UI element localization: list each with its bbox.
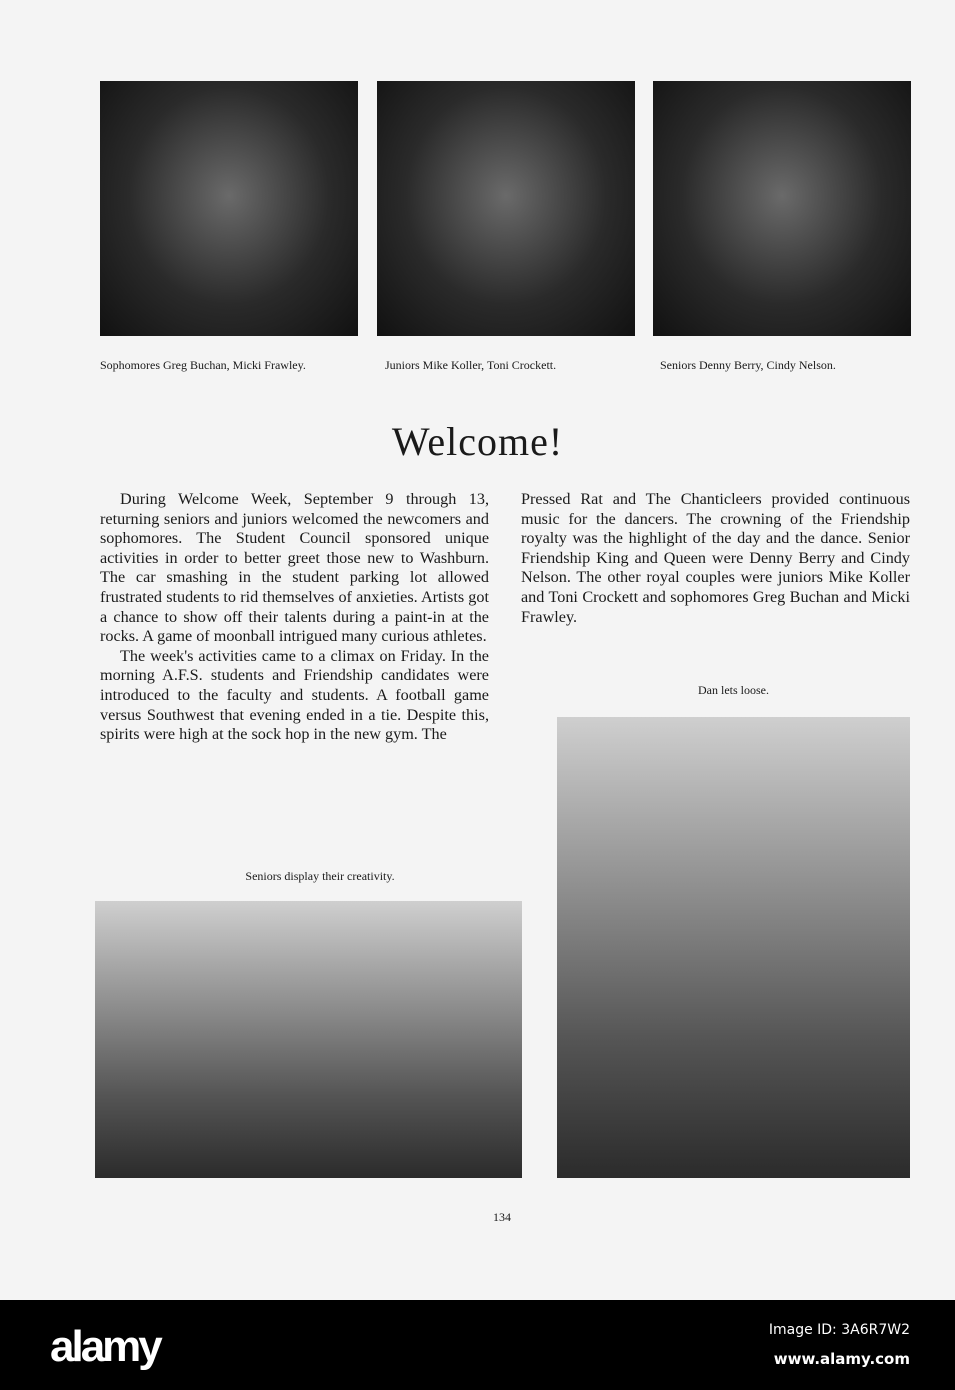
body-paragraph: The week's activities came to a climax on Friday. In the morning A.F.S. students and Friendship candidates were introduced to the faculty and students. A football game versus Southwest that evening ended in a tie. Despite this, spirits were high at the sock hop in the new gym. The bbox=[100, 646, 489, 744]
photo-painted-rock bbox=[95, 901, 522, 1178]
body-paragraph: Pressed Rat and The Chanticleers provided continuous music for the dancers. The crowning of the Friendship royalty was the highlight of the day and the dance. Senior Friendship King and Queen were Denny Berry and Cindy Nelson. The other royal couples were juniors Mike Koller and Toni Crockett and sophomores Greg Buchan and Micki Frawley. bbox=[521, 490, 910, 626]
photo-juniors bbox=[377, 81, 635, 336]
page-title: Welcome! bbox=[391, 419, 564, 464]
body-left-column bbox=[100, 490, 489, 745]
body-right-column bbox=[521, 490, 910, 627]
alamy-logo: alamy bbox=[50, 1322, 160, 1371]
caption-dan: Dan lets loose. bbox=[698, 683, 769, 697]
photo-seniors bbox=[653, 81, 911, 336]
watermark-url: www.alamy.com bbox=[773, 1350, 910, 1368]
caption-juniors: Juniors Mike Koller, Toni Crockett. bbox=[385, 358, 557, 372]
caption-sophomores: Sophomores Greg Buchan, Micki Frawley. bbox=[100, 358, 306, 372]
image-id: Image ID: 3A6R7W2 bbox=[768, 1322, 910, 1338]
photo-sophomores bbox=[100, 81, 358, 336]
photo-car-smashing bbox=[557, 717, 910, 1178]
page-number: 134 bbox=[493, 1210, 511, 1224]
caption-creativity: Seniors display their creativity. bbox=[245, 869, 395, 883]
caption-seniors: Seniors Denny Berry, Cindy Nelson. bbox=[660, 358, 836, 372]
body-paragraph: During Welcome Week, September 9 through 13, returning seniors and juniors welcomed the newcomers and sophomores. The Student Council sponsored unique activities in order to better greet those new to Washburn. The car smashing in the student parking lot allowed frustrated students to rid themselves of anxieties. Artists got a chance to show off their talents during a paint-in at the rocks. A game of moonball intrigued many curious athletes. bbox=[100, 490, 489, 646]
watermark-bar bbox=[0, 1300, 955, 1390]
